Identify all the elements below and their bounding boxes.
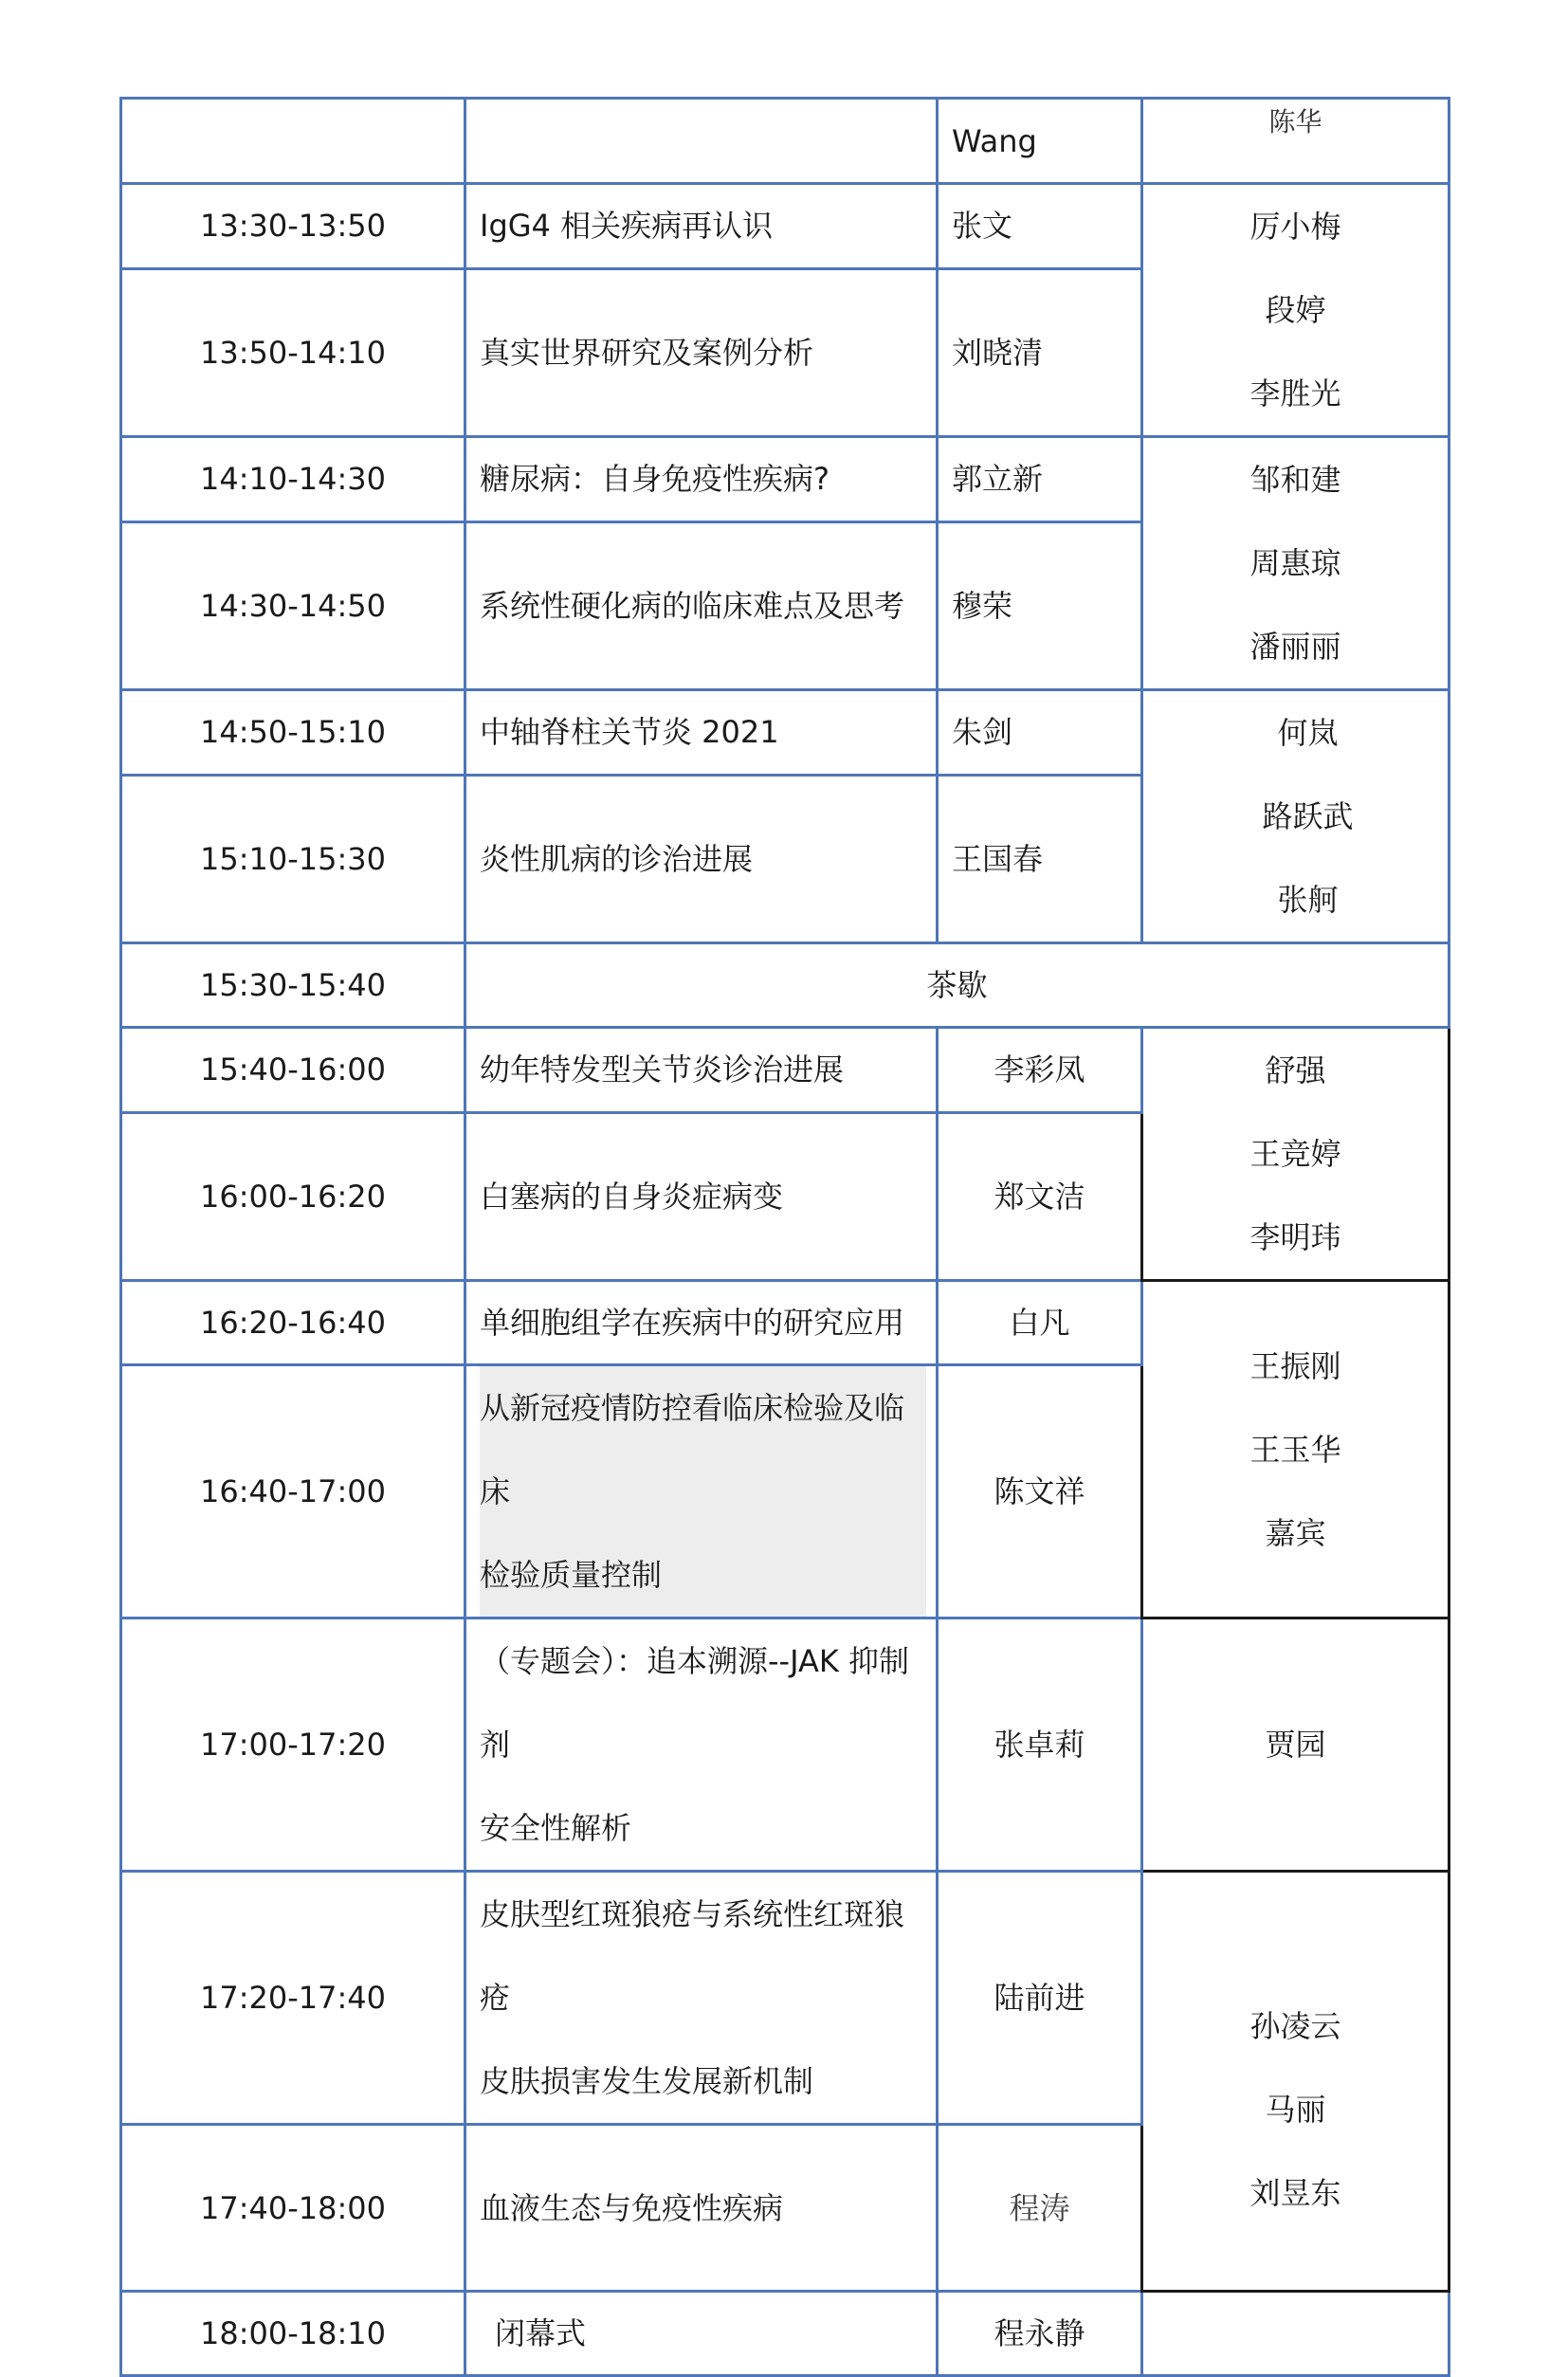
chair-name: 刘昱东 (1249, 2175, 1341, 2211)
topic-line: 皮肤损害发生发展新机制 (480, 2063, 814, 2099)
time-cell: 15:30-15:40 (121, 943, 465, 1028)
chair-name: 嘉宾 (1265, 1514, 1326, 1551)
topic-cell (465, 1365, 938, 1618)
chair-name: 潘丽丽 (1249, 629, 1341, 665)
speaker-cell: 穆荣 (938, 521, 1142, 689)
time-cell: 15:10-15:30 (121, 775, 465, 942)
time-cell: 17:40-18:00 (121, 2125, 465, 2292)
schedule-table (119, 97, 1450, 2377)
chair-cell (1142, 184, 1449, 437)
time-cell: 14:50-15:10 (121, 690, 465, 776)
speaker-cell: 李彩凤 (938, 1028, 1142, 1113)
speaker-cell: 程涛 (938, 2125, 1142, 2292)
topic-cell: 中轴脊柱关节炎 2021 (465, 690, 938, 776)
time-cell: 13:50-14:10 (121, 268, 465, 436)
topic-cell: 幼年特发型关节炎诊治进展 (465, 1028, 938, 1113)
speaker-cell (938, 99, 1142, 184)
chair-cell (1142, 2292, 1449, 2376)
chair-name: 王竞婷 (1249, 1136, 1341, 1172)
time-cell: 17:20-17:40 (121, 1872, 465, 2125)
break-cell: 茶歇 (465, 943, 1449, 1028)
time-cell: 16:20-16:40 (121, 1281, 465, 1365)
topic-line: 从新冠疫情防控看临床检验及临床 (480, 1366, 926, 1533)
speaker-cell: 刘晓清 (938, 268, 1142, 436)
time-cell: 14:30-14:50 (121, 521, 465, 689)
chair-name: 周惠琼 (1249, 545, 1341, 581)
table-row (121, 184, 1449, 269)
time-cell (121, 99, 465, 184)
chair-name: 路跃武 (1262, 798, 1354, 834)
table-row (121, 943, 1449, 1028)
topic-cell: 糖尿病：自身免疫性疾病? (465, 437, 938, 522)
chair-cell (1142, 99, 1449, 184)
speaker-cell: 张卓莉 (938, 1618, 1142, 1872)
time-cell: 16:00-16:20 (121, 1112, 465, 1280)
speaker-cell: 朱剑 (938, 690, 1142, 776)
table-row (121, 1281, 1449, 1365)
topic-cell: IgG4 相关疾病再认识 (465, 184, 938, 269)
chair-cell (1142, 1028, 1449, 1281)
speaker-cell: 程永静 (938, 2292, 1142, 2376)
chair-name: 厉小梅 (1249, 209, 1341, 245)
topic-cell (465, 99, 938, 184)
time-cell: 16:40-17:00 (121, 1365, 465, 1618)
chair-name: 何岚 (1277, 715, 1339, 751)
topic-cell: 真实世界研究及案例分析 (465, 268, 938, 436)
table-row (121, 437, 1449, 522)
time-cell: 14:10-14:30 (121, 437, 465, 522)
chair-name: 王玉华 (1249, 1431, 1341, 1468)
chair-cell (1142, 437, 1449, 690)
table-row (121, 2292, 1449, 2376)
chair-name: 张舸 (1277, 882, 1339, 918)
chair-cell (1142, 1618, 1449, 1872)
chair-name: 陈华 (1268, 105, 1322, 137)
chair-name: 邹和建 (1249, 462, 1341, 498)
chair-name: 马丽 (1265, 2092, 1326, 2128)
chair-name: 孙凌云 (1249, 2008, 1341, 2044)
chair-name: 舒强 (1265, 1052, 1326, 1088)
speaker-cell: 陆前进 (938, 1872, 1142, 2125)
topic-line: （专题会）：追本溯源--JAK 抑制剂 (480, 1643, 910, 1763)
speaker-cell: 郑文洁 (938, 1112, 1142, 1280)
topic-cell: 炎性肌病的诊治进展 (465, 775, 938, 942)
topic-cell: 系统性硬化病的临床难点及思考 (465, 521, 938, 689)
table-row (121, 1872, 1449, 2125)
chair-name: 李胜光 (1249, 375, 1341, 411)
chair-name: 段婷 (1265, 292, 1326, 328)
topic-cell: 白塞病的自身炎症病变 (465, 1112, 938, 1280)
topic-cell (465, 1872, 938, 2125)
chair-cell (1142, 1872, 1449, 2292)
topic-cell: 单细胞组学在疾病中的研究应用 (465, 1281, 938, 1365)
chair-name: 李明玮 (1249, 1219, 1341, 1255)
chair-name: 贾园 (1265, 1727, 1326, 1763)
time-cell: 18:00-18:10 (121, 2292, 465, 2376)
speaker-cell: 郭立新 (938, 437, 1142, 522)
time-cell: 15:40-16:00 (121, 1028, 465, 1113)
chair-name: 王振刚 (1249, 1347, 1341, 1384)
table-row (121, 690, 1449, 776)
topic-cell: 血液生态与免疫性疾病 (465, 2125, 938, 2292)
chair-cell (1142, 690, 1449, 943)
speaker-name: Wang (952, 122, 1037, 159)
topic-cell: 闭幕式 (465, 2292, 938, 2376)
speaker-cell: 白凡 (938, 1281, 1142, 1365)
table-row (121, 1618, 1449, 1872)
chair-cell (1142, 1281, 1449, 1618)
speaker-cell: 张文 (938, 184, 1142, 269)
topic-line: 皮肤型红斑狼疮与系统性红斑狼疮 (480, 1896, 905, 2016)
topic-cell (465, 1618, 938, 1872)
speaker-cell: 陈文祥 (938, 1365, 1142, 1618)
topic-line: 检验质量控制 (480, 1533, 926, 1617)
table-row (121, 1028, 1449, 1113)
time-cell: 17:00-17:20 (121, 1618, 465, 1872)
table-row (121, 99, 1449, 184)
speaker-cell: 王国春 (938, 775, 1142, 942)
time-cell: 13:30-13:50 (121, 184, 465, 269)
topic-line: 安全性解析 (480, 1810, 632, 1846)
